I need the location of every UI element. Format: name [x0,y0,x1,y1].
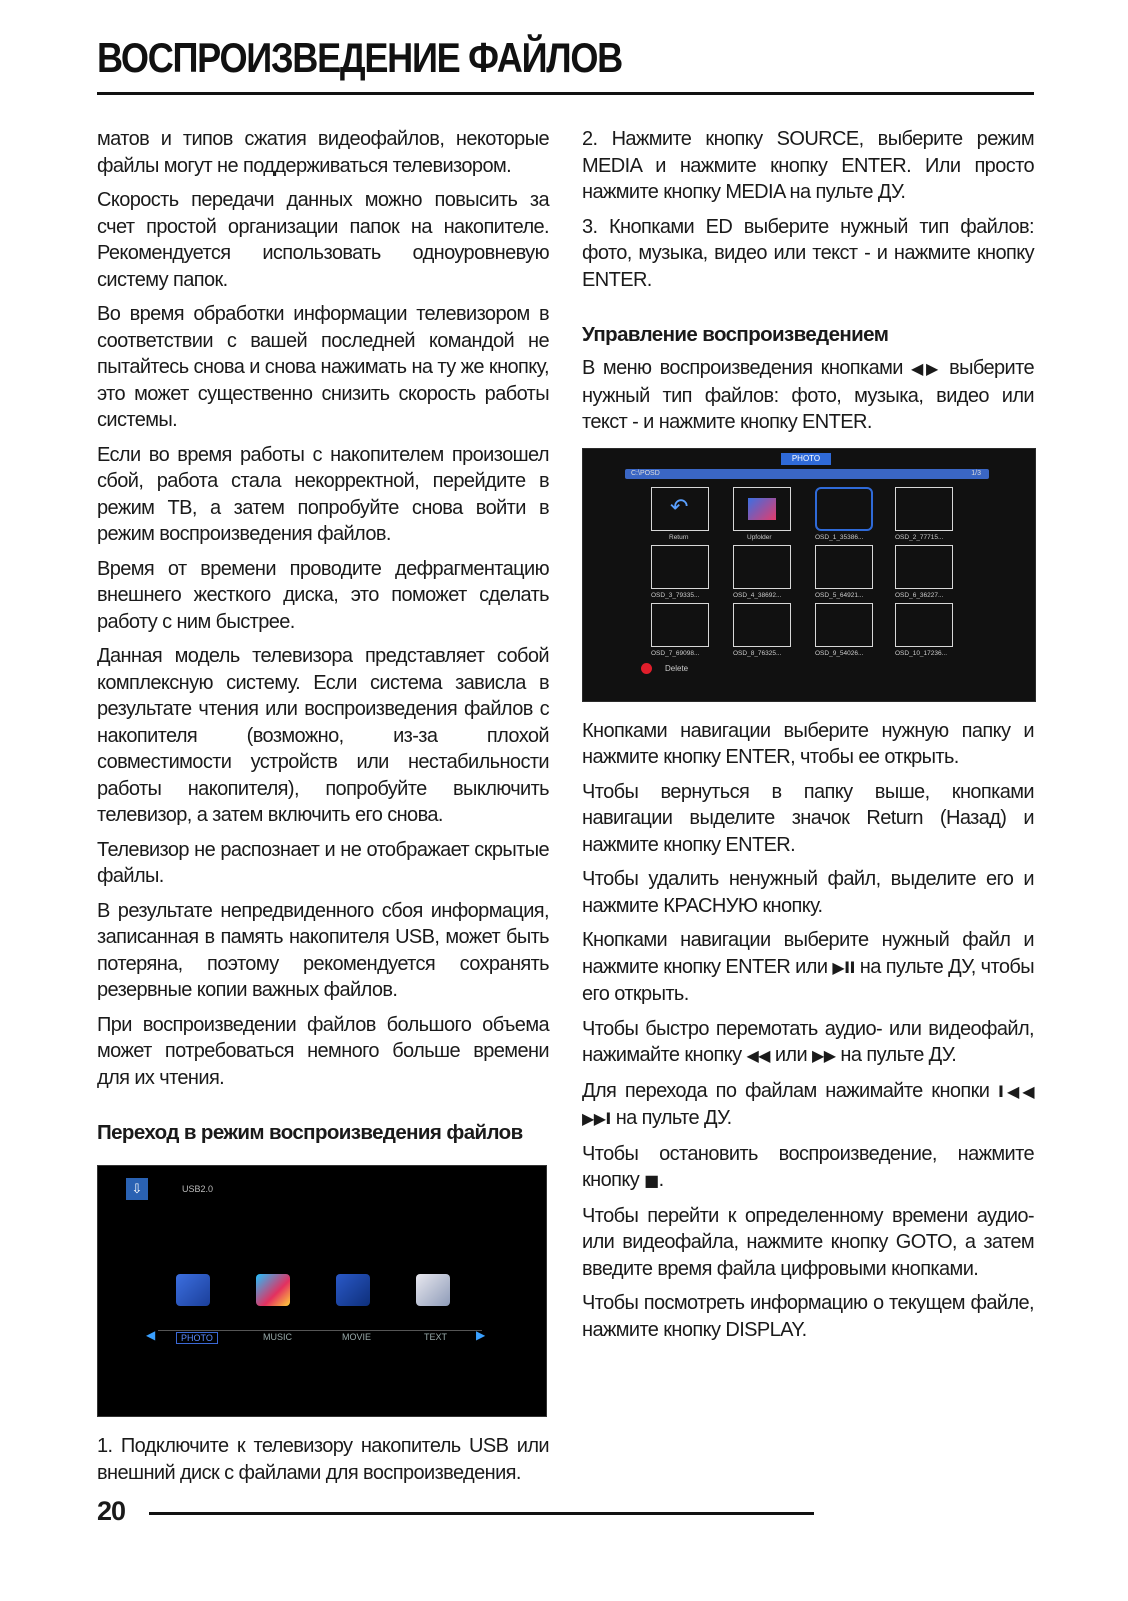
file-thumb [733,545,791,589]
text-icon [416,1274,450,1306]
paragraph: Телевизор не распознает и не отображает скрытые файлы. [97,838,549,887]
file-thumb [651,603,709,647]
stop-icon: ■ [644,1171,659,1190]
usb-icon: ⇩ [126,1178,148,1200]
path-bar: C:\POSD 1/3 [625,469,989,479]
paragraph: матов и типов сжатия видеофайлов, некоторые файлы могут не поддерживаться телевизором. [97,128,549,177]
red-button-icon [641,663,652,674]
upfolder-icon [733,487,791,531]
file-thumb [895,603,953,647]
return-icon: ↶ [651,487,709,531]
file-thumb [815,487,873,531]
paragraph: Скорость передачи данных можно повысить за счет простой организации папок на накопителе. Рекомендуется использовать одноуровневую систему папок. [97,189,549,291]
paragraph: В результате непредвиденного сбоя информация, записанная в память накопителя USB, может быть потеряна, поэтому рекомендуется сохранять резервные копии важных файлов. [97,899,549,1001]
prev-next-icon: I◀◀ ▶▶I [582,1081,1035,1128]
file-thumb [651,545,709,589]
paragraph: Чтобы удалить ненужный файл, выделите его и нажмите КРАСНУЮ кнопку. [582,868,1034,917]
paragraph: Чтобы перейти к определенному времени аудио- или видеофайла, нажмите кнопку GOTO, а затем введите время файла цифровыми кнопками. [582,1204,1034,1280]
right-column [582,126,1034,1351]
paragraph: Время от времени проводите дефрагментацию внешнего жесткого диска, это поможет сделать работу с ним быстрее. [97,557,549,633]
tv-media-menu-screenshot [97,1165,547,1417]
play-pause-icon: ▶II [832,957,855,977]
paragraph: Для перехода по файлам нажимайте кнопки I◀◀ ▶▶I на пульте ДУ. [582,1079,1035,1129]
page-title: ВОСПРОИЗВЕДЕНИЕ ФАЙЛОВ [97,34,622,81]
fast-forward-icon: ▶▶ [812,1046,836,1065]
tv-photo-browser-screenshot: PHOTO C:\POSD 1/3 ↶ Return Upfolder OSD_1_35386... OSD_2_77715... OSD_3_79335... OSD_4_38692... OSD_5_64921... OSD_6_36227... OSD_7_69098... OSD_8_76325... OSD_9_54026... OSD_10_17236... Delete [582,448,1036,702]
paragraph: Данная модель телевизора представляет собой комплексную систему. Если система зависла в результате чтения или воспроизведения файлов с накопителя (возможно, из-за плохой совместимости устройств или нестабильности работы накопителя), попробуйте выключить телевизор, а затем включить его снова. [97,645,549,826]
usb-label: USB2.0 [182,1184,214,1194]
file-thumb [815,545,873,589]
paragraph: 1. Подключите к телевизору накопитель USB или внешний диск с файлами для воспроизведения. [97,1435,549,1484]
menu-item-music: MUSIC [263,1332,292,1342]
music-icon [256,1274,290,1306]
paragraph: В меню воспроизведения кнопками ◀▶ выберите нужный тип файлов: фото, музыка, видео или текст - и нажмите кнопку ENTER. [582,357,1034,433]
file-thumb [815,603,873,647]
paragraph: 2. Нажмите кнопку SOURCE, выберите режим MEDIA и нажмите кнопку ENTER. Или просто нажмите кнопку MEDIA на пульте ДУ. [582,128,1034,203]
paragraph: Чтобы быстро перемотать аудио- или видеофайл, нажимайте кнопку ◀◀ или ▶▶ на пульте ДУ. [582,1017,1034,1066]
file-thumb [733,603,791,647]
footer-divider [149,1512,814,1515]
menu-item-photo: PHOTO [176,1332,218,1344]
title-divider [97,92,1034,95]
paragraph: Кнопками навигации выберите нужную папку и нажмите кнопку ENTER, чтобы ее открыть. [582,719,1034,768]
left-column [97,126,549,1494]
rewind-icon: ◀◀ [746,1046,770,1065]
section-heading-mode: Переход в режим воспроизведения файлов [97,1121,523,1144]
page-number: 20 [97,1496,126,1526]
delete-label: Delete [665,663,689,673]
file-thumb [895,545,953,589]
movie-icon [336,1274,370,1306]
left-right-icon: ◀▶ [911,359,941,378]
paragraph: При воспроизведении файлов большого объема может потребоваться немного больше времени для их чтения. [97,1013,549,1089]
paragraph: Чтобы посмотреть информацию о текущем файле, нажмите кнопку DISPLAY. [582,1292,1034,1341]
arrow-left-icon: ◀ [146,1328,156,1342]
file-thumb [895,487,953,531]
section-heading-control: Управление воспроизведением [582,323,889,346]
photo-icon [176,1274,210,1306]
paragraph: Во время обработки информации телевизором в соответствии с вашей последней командой не пытайтесь снова и снова нажимать на ту же кнопку, это может существенно снизить скорость работы системы. [97,303,549,431]
paragraph: Если во время работы с накопителем произошел сбой, работа стала некорректной, перейдите в режим ТВ, а затем попробуйте снова войти в режим воспроизведения файлов. [97,443,549,545]
paragraph: 3. Кнопками ED выберите нужный тип файлов: фото, музыка, видео или текст - и нажмите кнопку ENTER. [582,215,1034,291]
paragraph: Чтобы остановить воспроизведение, нажмите кнопку ■. [582,1142,1034,1191]
paragraph: Чтобы вернуться в папку выше, кнопками навигации выделите значок Return (Назад) и нажмите кнопку ENTER. [582,780,1034,856]
menu-bar [158,1330,482,1331]
menu-item-text: TEXT [424,1332,448,1342]
arrow-right-icon: ▶ [476,1328,486,1342]
paragraph: Кнопками навигации выберите нужный файл и нажмите кнопку ENTER или ▶II на пульте ДУ, чтобы его открыть. [582,929,1034,1005]
photo-tab: PHOTO [781,453,831,465]
menu-item-movie: MOVIE [342,1332,372,1342]
